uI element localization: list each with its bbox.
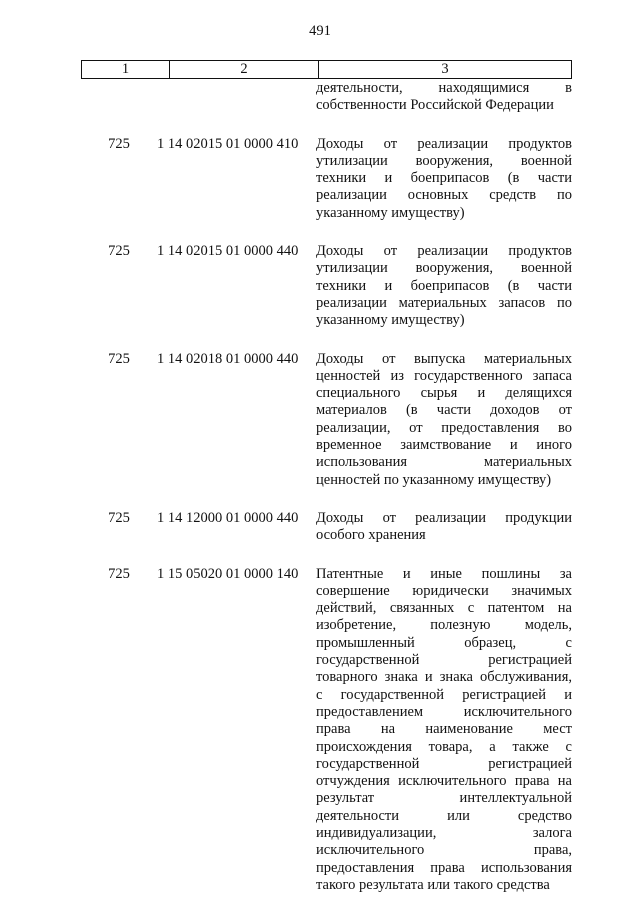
- description-line: Доходы от реализации продукции: [316, 509, 572, 526]
- description-line: индивидуализации, залога: [316, 824, 572, 841]
- description-line: предоставления права использования: [316, 859, 572, 876]
- description-line: Патентные и иные пошлины за: [316, 565, 572, 582]
- description-line: государственной регистрацией: [316, 652, 572, 669]
- description-line: указанному имуществу): [316, 204, 465, 221]
- description-line: временное заимствование и иного: [316, 437, 572, 454]
- row-admin-code: 725: [108, 509, 130, 526]
- row-admin-code: 725: [108, 565, 130, 582]
- table-row: [81, 351, 572, 489]
- description-line: особого хранения: [316, 527, 426, 544]
- description-line: утилизации вооружения, военной: [316, 152, 572, 169]
- description-line: происхождения товара, а также с: [316, 738, 572, 755]
- description-line: утилизации вооружения, военной: [316, 260, 572, 277]
- row-description: [316, 80, 572, 115]
- description-line: реализации материальных запасов по: [316, 294, 572, 311]
- row-kbk-code: 1 14 02015 01 0000 410: [157, 135, 299, 152]
- description-line: с государственной регистрацией и: [316, 686, 572, 703]
- row-kbk-code: 1 15 05020 01 0000 140: [157, 565, 299, 582]
- row-admin-code: [81, 80, 157, 115]
- row-admin-code: 725: [108, 350, 130, 367]
- header-col-1: 1: [82, 61, 170, 78]
- row-description: [316, 510, 572, 545]
- table-row: [81, 136, 572, 222]
- row-kbk-code: 1 14 02015 01 0000 440: [157, 243, 299, 260]
- description-line: ценностей по указанному имуществу): [316, 471, 552, 488]
- description-line: Доходы от выпуска материальных: [316, 350, 572, 367]
- description-line: совершение юридически значимых: [316, 582, 572, 599]
- description-line: результат интеллектуальной: [316, 790, 572, 807]
- header-col-2: 2: [170, 61, 319, 78]
- description-line: деятельности или средство: [316, 807, 572, 824]
- table-row: [81, 566, 572, 895]
- description-line: деятельности, находящимися в: [316, 80, 572, 96]
- description-line: действий, связанных с патентом на: [316, 600, 572, 617]
- description-line: отчуждения исключительного права на: [316, 773, 572, 790]
- row-admin-code: 725: [108, 135, 130, 152]
- description-line: такого результата или такого средства: [316, 876, 550, 893]
- table-row: [81, 510, 572, 545]
- page-number: 491: [309, 23, 331, 39]
- row-description: [316, 566, 572, 895]
- description-line: государственной регистрацией: [316, 755, 572, 772]
- description-line: техники и боеприпасов (в части: [316, 170, 572, 187]
- description-line: использования материальных: [316, 454, 572, 471]
- header-col-3: 3: [441, 61, 449, 77]
- table-body: [81, 80, 572, 915]
- description-line: исключительного права,: [316, 842, 572, 859]
- description-line: реализации, от предоставления во: [316, 419, 572, 436]
- description-line: материалов (в части доходов от: [316, 402, 572, 419]
- description-line: Доходы от реализации продуктов: [316, 135, 572, 152]
- description-line: техники и боеприпасов (в части: [316, 277, 572, 294]
- row-description: [316, 243, 572, 329]
- row-description: [316, 351, 572, 489]
- table-row: [81, 80, 572, 115]
- row-kbk-code: 1 14 02018 01 0000 440: [157, 350, 299, 367]
- row-kbk-code: 1 14 12000 01 0000 440: [157, 509, 299, 526]
- description-line: предоставлением исключительного: [316, 703, 572, 720]
- row-kbk-code: [157, 80, 316, 115]
- description-line: ценностей из государственного запаса: [316, 367, 572, 384]
- description-line: изобретение, полезную модель,: [316, 617, 572, 634]
- description-line: права на наименование мест: [316, 721, 572, 738]
- description-line: указанному имуществу): [316, 312, 465, 329]
- description-line: собственности Российской Федерации: [316, 97, 554, 114]
- description-line: Доходы от реализации продуктов: [316, 243, 572, 260]
- description-line: товарного знака и знака обслуживания,: [316, 669, 572, 686]
- description-line: реализации основных средств по: [316, 187, 572, 204]
- description-line: специального сырья и делящихся: [316, 385, 572, 402]
- table-header: [81, 60, 572, 79]
- row-admin-code: 725: [108, 243, 130, 260]
- description-line: промышленный образец, с: [316, 634, 572, 651]
- row-description: [316, 136, 572, 222]
- table-row: [81, 243, 572, 329]
